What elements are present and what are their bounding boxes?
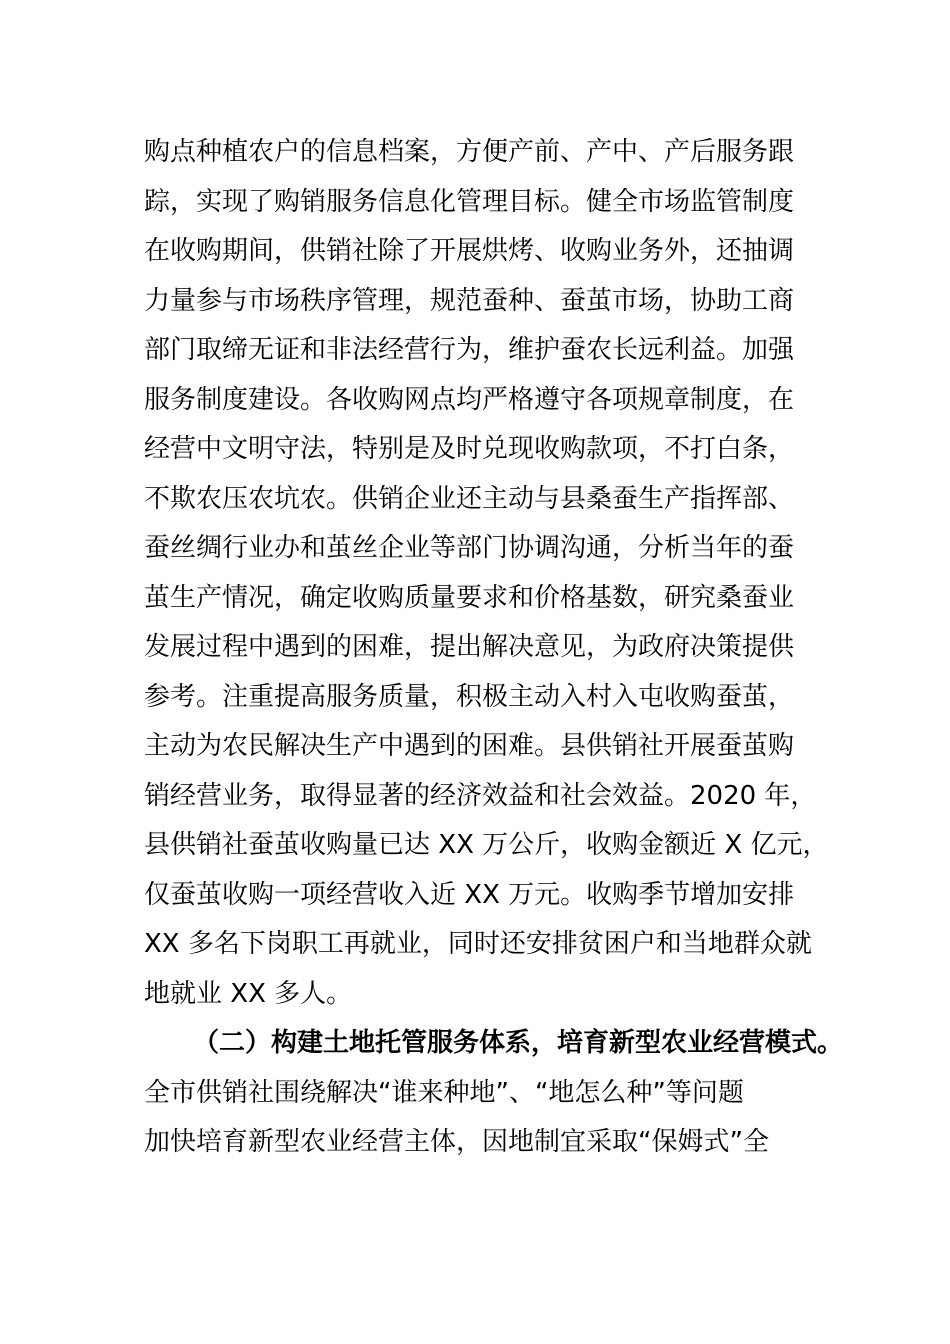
text-line: 茧生产情况，确定收购质量要求和价格基数，研究桑蚕业	[144, 582, 795, 613]
text-line: 在收购期间，供销社除了开展烘烤、收购业务外，还抽调	[144, 236, 795, 266]
text-line: 力量参与市场秩序管理，规范蚕种、蚕茧市场，协助工商	[144, 285, 795, 316]
text-line: 经营中文明守法，特别是及时兑现收购款项，不打白条，	[144, 434, 795, 464]
text-line: 主动为农民解决生产中遇到的困难。县供销社开展蚕茧购	[144, 731, 795, 761]
text-line: 服务制度建设。各收购网点均严格遵守各项规章制度，在	[144, 384, 795, 415]
text-line: XX 多名下岗职工再就业，同时还安排贫困户和当地群众就	[144, 929, 812, 959]
text-line: 不欺农压农坑农。供销企业还主动与县桑蚕生产指挥部、	[144, 483, 795, 514]
text-line: 购点种植农户的信息档案，方便产前、产中、产后服务跟	[144, 137, 795, 167]
body-text	[144, 128, 844, 1168]
text-line: 加快培育新型农业经营主体，因地制宜采取“保姆式”全	[144, 1127, 769, 1157]
text-line: 部门取缔无证和非法经营行为，维护蚕农长远利益。加强	[144, 335, 795, 365]
text-line: 踪，实现了购销服务信息化管理目标。健全市场监管制度	[144, 186, 795, 217]
text-line: 参考。注重提高服务质量，积极主动入村入屯收购蚕茧，	[144, 681, 795, 712]
text-line: 地就业 XX 多人。	[144, 978, 353, 1009]
section-heading: （二）构建土地托管服务体系，培育新型农业经营模式。	[193, 1028, 844, 1058]
text-line: 仅蚕茧收购一项经营收入近 XX 万元。收购季节增加安排	[144, 879, 795, 910]
text-line: 县供销社蚕茧收购量已达 XX 万公斤，收购金额近 X 亿元，	[144, 830, 829, 860]
text-line: 蚕丝绸行业办和茧丝企业等部门协调沟通，分析当年的蚕	[144, 533, 795, 563]
text-line: 销经营业务，取得显著的经济效益和社会效益。2020 年，	[144, 780, 817, 811]
text-line: 全市供销社围绕解决“谁来种地”、“地怎么种”等问题	[144, 1077, 744, 1108]
text-line: 发展过程中遇到的困难，提出解决意见，为政府决策提供	[144, 632, 795, 662]
